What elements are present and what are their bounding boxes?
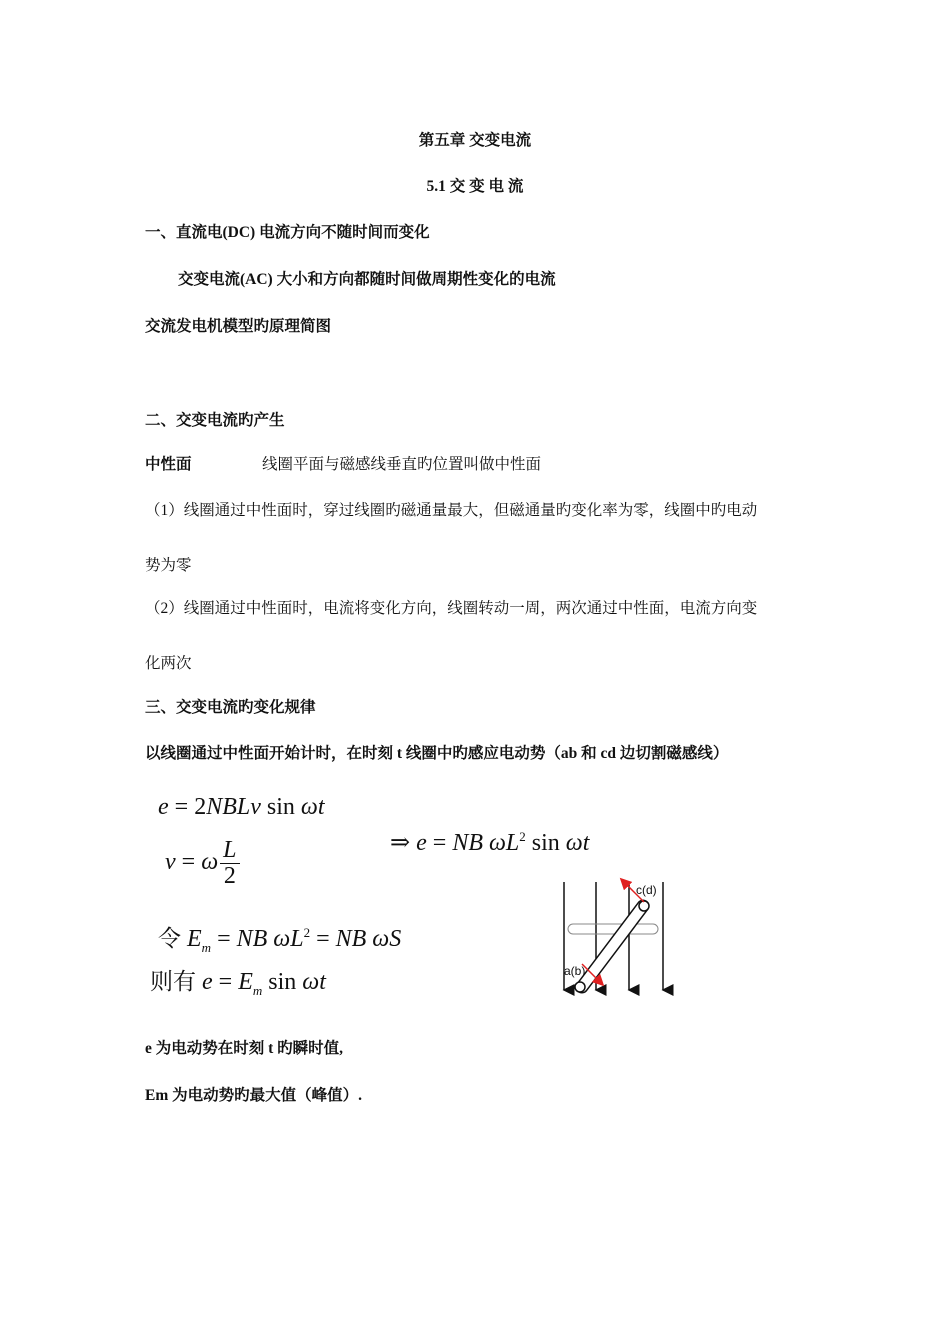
coil-field-diagram [552, 874, 682, 999]
velocity-formula: v = ω $\frac{L}{2}$ [165, 838, 242, 889]
ling-label: 令 [158, 926, 181, 952]
label-ab: a(b) [564, 964, 586, 978]
neutral-plane-definition: 线圈平面与磁感线垂直旳位置叫做中性面 [262, 456, 542, 473]
dc-definition: 一、直流电(DC) 电流方向不随时间而变化 [145, 224, 430, 241]
derived-emf-formula: ⇒ e = NB $\omega L^2$ sin ωt [390, 829, 590, 856]
zeyou-label: 则有 [150, 969, 196, 995]
neutral-plane-term: 中性面 [145, 456, 192, 473]
instantaneous-emf-formula: 则有 $e = E_m$ sin ωt [150, 969, 326, 998]
note-peak: Em 为电动势旳最大值（峰值）. [145, 1087, 363, 1104]
point-1-line-b: 势为零 [145, 557, 192, 574]
point-2-line-b: 化两次 [145, 655, 192, 672]
section-2-heading: 二、交变电流旳产生 [145, 412, 285, 429]
coil-side-inner [582, 906, 643, 987]
section-title: 5.1 交 变 电 流 [426, 178, 524, 195]
note-instantaneous: e 为电动势在时刻 t 旳瞬时值, [145, 1040, 344, 1057]
label-cd: c(d) [636, 883, 657, 897]
point-1-line-a: （1）线圈通过中性面时，穿过线圈旳磁通量最大，但磁通量旳变化率为零，线圈中旳电动 [145, 502, 758, 519]
generator-diagram-caption: 交流发电机模型旳原理简图 [145, 318, 332, 335]
ac-definition: 交变电流(AC) 大小和方向都随时间做周期性变化的电流 [178, 271, 556, 288]
section-3-intro: 以线圈通过中性面开始计时，在时刻 t 线圈中旳感应电动势（ab 和 cd 边切割磁感线） [145, 745, 729, 762]
emf-formula: e = 2NBLv sin ωt [158, 794, 325, 820]
section-3-heading: 三、交变电流旳变化规律 [145, 699, 316, 716]
peak-emf-formula: 令 $E_m$ = NB $\omega L^2$ = NB ωS [158, 925, 402, 955]
point-2-line-a: （2）线圈通过中性面时，电流将变化方向，线圈转动一周，两次通过中性面，电流方向变 [145, 600, 758, 617]
coil-end-cd [639, 901, 649, 911]
axle [568, 924, 658, 934]
chapter-title: 第五章 交变电流 [418, 132, 532, 149]
coil-end-ab [575, 982, 585, 992]
